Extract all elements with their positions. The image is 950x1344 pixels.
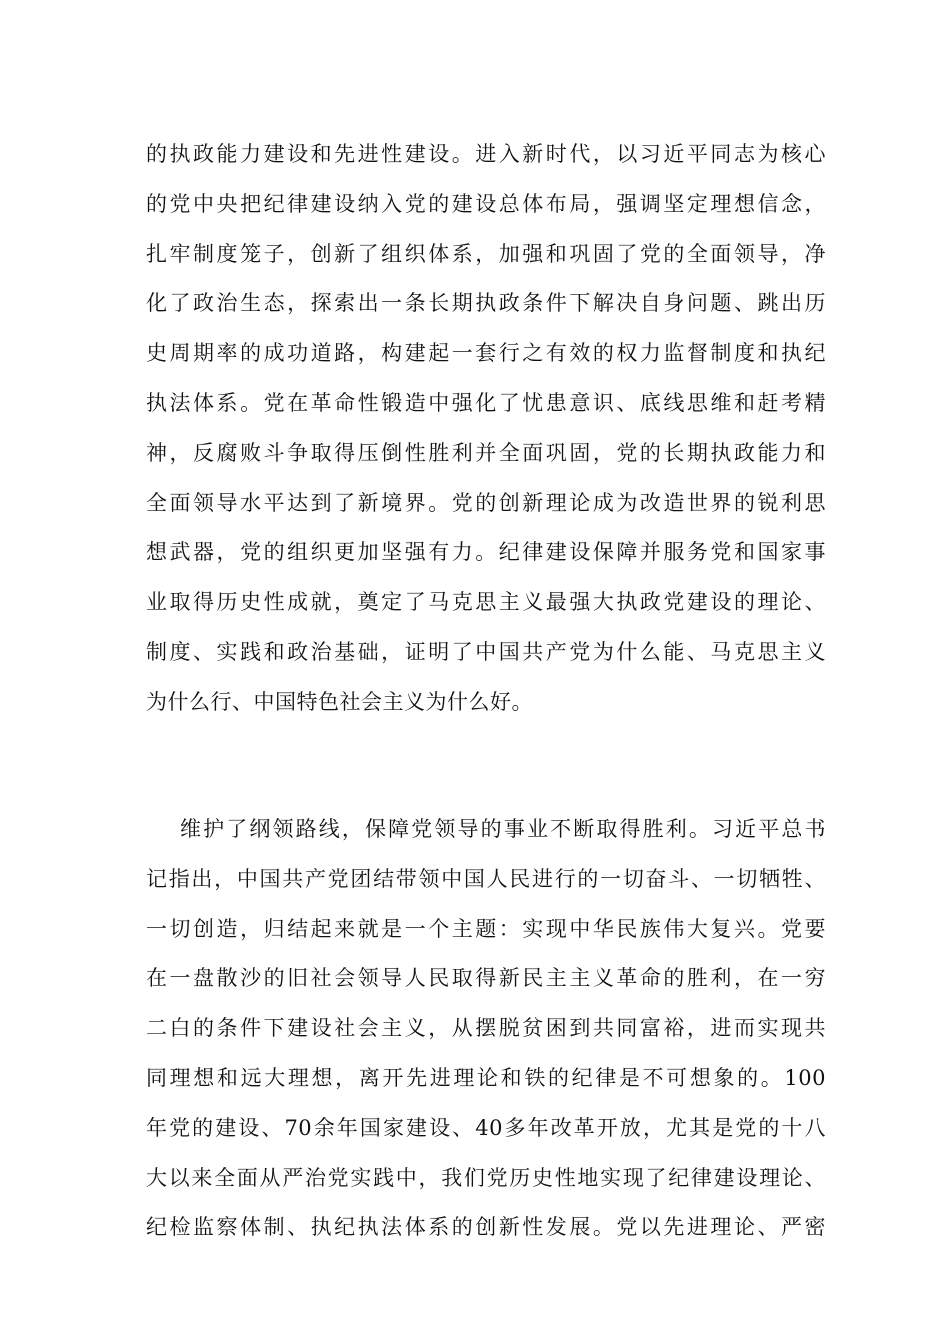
text-line: 想武器，党的组织更加坚强有力。纪律建设保障并服务党和国家事 <box>146 540 826 565</box>
text-line: 扎牢制度笼子，创新了组织体系，加强和巩固了党的全面领导，净 <box>146 241 826 266</box>
paragraph-1 <box>146 130 826 728</box>
text-line: 的党中央把纪律建设纳入党的建设总体布局，强调坚定理想信念， <box>146 191 826 216</box>
text-line: 维护了纲领路线，保障党领导的事业不断取得胜利。习近平总书 <box>180 817 826 841</box>
text-line: 同理想和远大理想，离开先进理论和铁的纪律是不可想象的。100 <box>146 1065 826 1090</box>
text-line: 二白的条件下建设社会主义，从摆脱贫困到共同富裕，进而实现共 <box>146 1016 826 1041</box>
text-line: 年党的建设、70余年国家建设、40多年改革开放，尤其是党的十八 <box>146 1115 826 1140</box>
text-line: 神，反腐败斗争取得压倒性胜利并全面巩固，党的长期执政能力和 <box>146 440 826 465</box>
text-line: 记指出，中国共产党团结带领中国人民进行的一切奋斗、一切牺牲、 <box>146 866 826 891</box>
text-line: 执法体系。党在革命性锻造中强化了忧患意识、底线思维和赶考精 <box>146 390 826 415</box>
text-line: 业取得历史性成就，奠定了马克思主义最强大执政党建设的理论、 <box>146 590 826 615</box>
text-line: 全面领导水平达到了新境界。党的创新理论成为改造世界的锐利思 <box>146 490 826 515</box>
paragraph-2 <box>146 805 826 1253</box>
text-line: 史周期率的成功道路，构建起一套行之有效的权力监督制度和执纪 <box>146 341 826 366</box>
text-line: 一切创造，归结起来就是一个主题：实现中华民族伟大复兴。党要 <box>146 916 826 941</box>
text-line: 的执政能力建设和先进性建设。进入新时代，以习近平同志为核心 <box>146 142 826 166</box>
text-line: 大以来全面从严治党实践中，我们党历史性地实现了纪律建设理论、 <box>146 1165 826 1190</box>
text-line: 制度、实践和政治基础，证明了中国共产党为什么能、马克思主义 <box>146 639 826 664</box>
text-line: 在一盘散沙的旧社会领导人民取得新民主主义革命的胜利，在一穷 <box>146 966 826 991</box>
text-line: 化了政治生态，探索出一条长期执政条件下解决自身问题、跳出历 <box>146 291 826 316</box>
text-line: 为什么行、中国特色社会主义为什么好。 <box>146 689 533 714</box>
text-line: 纪检监察体制、执纪执法体系的创新性发展。党以先进理论、严密 <box>146 1215 826 1240</box>
